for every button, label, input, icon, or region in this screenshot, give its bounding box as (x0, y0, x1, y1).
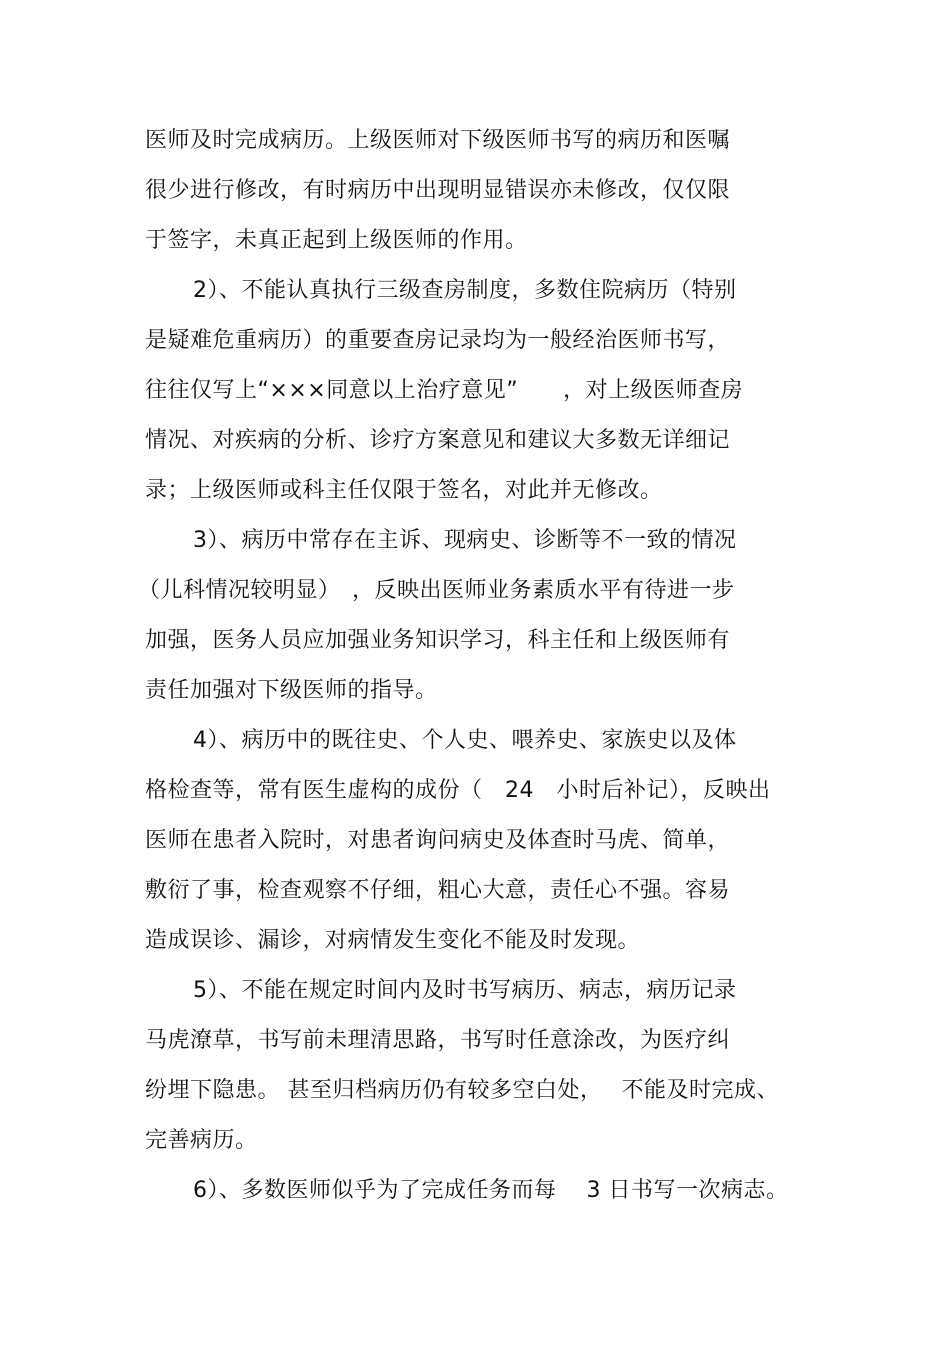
text-line: 录；上级医师或科主任仅限于签名，对此并无修改。 (145, 478, 663, 503)
text-line: 情况、对疾病的分析、诊疗方案意见和建议大多数无详细记 (145, 428, 731, 453)
text-line: 医师及时完成病历。上级医师对下级医师书写的病历和医嘱 (145, 128, 731, 153)
paragraph-5-start: 5）、不能在规定时间内及时书写病历、病志，病历记录 (193, 978, 737, 1003)
text-line: 格检查等，常有医生虚构的成份（ 24 小时后补记），反映出 (145, 778, 771, 803)
text-line: 往往仅写上“×××同意以上治疗意见” ，对上级医师查房 (145, 378, 744, 403)
text-line: 医师在患者入院时，对患者询问病史及体查时马虎、简单， (145, 828, 731, 853)
paragraph-6-start: 6）、多数医师似乎为了完成任务而每 3 日书写一次病志。 (193, 1178, 789, 1203)
paragraph-3-start: 3）、病历中常存在主诉、现病史、诊断等不一致的情况 (193, 528, 737, 553)
paragraph-4-start: 4）、病历中的既往史、个人史、喂养史、家族史以及体 (193, 728, 737, 753)
text-line: 是疑难危重病历）的重要查房记录均为一般经治医师书写， (145, 328, 731, 353)
text-line: （儿科情况较明显） ，反映出医师业务素质水平有待进一步 (138, 578, 735, 603)
text-line: 完善病历。 (145, 1128, 258, 1153)
text-line: 敷衍了事，检查观察不仔细，粗心大意，责任心不强。容易 (145, 878, 731, 903)
text-line: 责任加强对下级医师的指导。 (145, 678, 438, 703)
text-line: 很少进行修改，有时病历中出现明显错误亦未修改，仅仅限 (145, 178, 731, 203)
text-line: 加强，医务人员应加强业务知识学习，科主任和上级医师有 (145, 628, 731, 653)
text-line: 造成误诊、漏诊，对病情发生变化不能及时发现。 (145, 928, 641, 953)
text-line: 纷埋下隐患。 甚至归档病历仍有较多空白处， 不能及时完成、 (145, 1078, 779, 1103)
text-line: 于签字，未真正起到上级医师的作用。 (145, 228, 528, 253)
text-line: 马虎潦草，书写前未理清思路，书写时任意涂改，为医疗纠 (145, 1028, 731, 1053)
paragraph-2-start: 2）、不能认真执行三级查房制度，多数住院病历（特别 (193, 278, 737, 303)
